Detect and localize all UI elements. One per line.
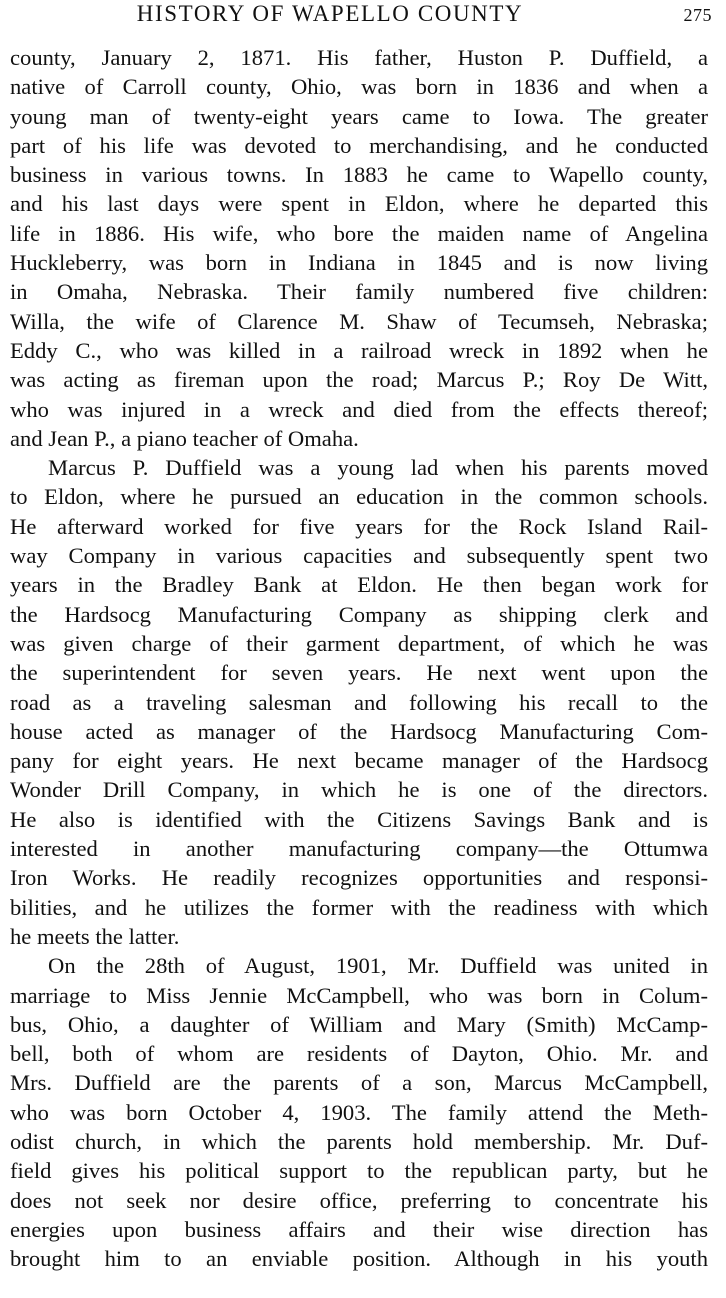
text-line: who was injured in a wreck and died from the effects thereof; xyxy=(10,396,708,422)
text-line: and his last days were spent in Eldon, where he departed this xyxy=(10,191,708,217)
text-line: Huckleberry, was born in Indiana in 1845 and is now living xyxy=(10,250,708,276)
text-line: Eddy C., who was killed in a railroad wreck in 1892 when he xyxy=(10,337,708,363)
text-line: the Hardsocg Manufacturing Company as shipping clerk and xyxy=(10,601,708,627)
text-line: Iron Works. He readily recognizes opportunities and responsi- xyxy=(10,865,708,891)
running-head xyxy=(10,0,712,28)
text-line: pany for eight years. He next became manager of the Hardsocg xyxy=(10,748,708,774)
text-line: county, January 2, 1871. His father, Huston P. Duffield, a xyxy=(10,45,708,70)
text-line: Wonder Drill Company, in which he is one of the directors. xyxy=(10,777,708,803)
text-line: brought him to an enviable position. Although in his youth xyxy=(10,1246,708,1272)
text-line: in Omaha, Nebraska. Their family numbered five children: xyxy=(10,279,708,305)
running-title: HISTORY OF WAPELLO COUNTY xyxy=(136,1,524,26)
text-line: young man of twenty-eight years came to Iowa. The greater xyxy=(10,103,708,129)
text-line: On the 28th of August, 1901, Mr. Duffield was united in xyxy=(48,953,708,979)
text-line: Mrs. Duffield are the parents of a son, Marcus McCampbell, xyxy=(10,1070,708,1096)
paragraph xyxy=(10,453,708,951)
text-line: was given charge of their garment department, of which he was xyxy=(10,630,708,656)
text-line: and Jean P., a piano teacher of Omaha. xyxy=(10,425,359,451)
paragraph xyxy=(10,43,708,453)
text-line: interested in another manufacturing company—the Ottumwa xyxy=(10,836,708,862)
text-line: who was born October 4, 1903. The family attend the Meth- xyxy=(10,1099,708,1125)
text-line: bell, both of whom are residents of Dayton, Ohio. Mr. and xyxy=(10,1041,708,1067)
text-line: odist church, in which the parents hold membership. Mr. Duf- xyxy=(10,1128,708,1154)
text-line: energies upon business affairs and their wise direction has xyxy=(10,1216,708,1242)
text-line: He afterward worked for five years for the Rock Island Rail- xyxy=(10,513,708,539)
text-line: way Company in various capacities and subsequently spent two xyxy=(10,543,708,569)
page-number: 275 xyxy=(683,5,712,25)
text-line: bilities, and he utilizes the former with the readiness with which xyxy=(10,894,708,920)
text-line: Marcus P. Duffield was a young lad when his parents moved xyxy=(48,455,708,481)
text-line: Willa, the wife of Clarence M. Shaw of Tecumseh, Nebraska; xyxy=(10,308,708,334)
text-line: part of his life was devoted to merchandising, and he conducted xyxy=(10,132,708,158)
text-line: road as a traveling salesman and following his recall to the xyxy=(10,689,708,715)
text-line: life in 1886. His wife, who bore the maiden name of Angelina xyxy=(10,220,708,246)
text-line: bus, Ohio, a daughter of William and Mary (Smith) McCamp- xyxy=(10,1011,708,1037)
text-line: marriage to Miss Jennie McCampbell, who was born in Colum- xyxy=(10,982,708,1008)
text-line: native of Carroll county, Ohio, was born in 1836 and when a xyxy=(10,74,708,100)
text-line: He also is identified with the Citizens Savings Bank and is xyxy=(10,806,708,832)
text-line: was acting as fireman upon the road; Marcus P.; Roy De Witt, xyxy=(10,367,708,393)
text-line: field gives his political support to the republican party, but he xyxy=(10,1158,708,1184)
text-line: does not seek nor desire office, preferring to concentrate his xyxy=(10,1187,708,1213)
body-text xyxy=(10,43,708,1273)
text-line: the superintendent for seven years. He next went upon the xyxy=(10,660,708,686)
text-line: business in various towns. In 1883 he came to Wapello county, xyxy=(10,162,708,188)
text-line: house acted as manager of the Hardsocg Manufacturing Com- xyxy=(10,718,708,744)
paragraph xyxy=(10,951,708,1273)
text-line: years in the Bradley Bank at Eldon. He then began work for xyxy=(10,572,708,598)
text-line: to Eldon, where he pursued an education in the common schools. xyxy=(10,484,708,510)
text-line: he meets the latter. xyxy=(10,923,180,949)
